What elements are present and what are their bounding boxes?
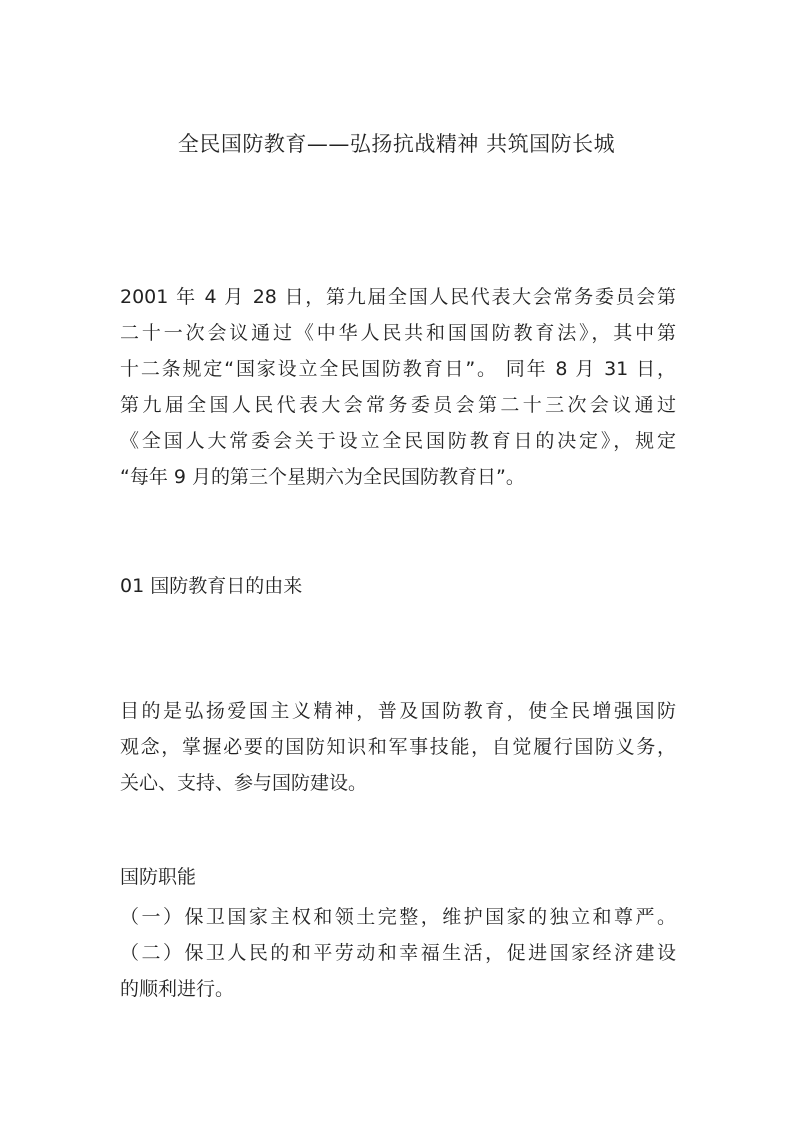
intro-line: 十二条规定“国家设立全民国防教育日”。 同年 8 月 31 日，: [120, 358, 676, 380]
function-item: （一）保卫国家主权和领土完整，维护国家的独立和尊严。: [120, 906, 676, 928]
intro-line: 2001 年 4 月 28 日，第九届全国人民代表大会常务委员会第: [120, 286, 676, 308]
section-heading: 01 国防教育日的由来: [120, 575, 303, 597]
purpose-line: 目的是弘扬爱国主义精神，普及国防教育，使全民增强国防: [120, 700, 676, 722]
function-item: （二）保卫人民的和平劳动和幸福生活，促进国家经济建设: [120, 942, 676, 964]
document-title: 全民国防教育——弘扬抗战精神 共筑国防长城: [177, 132, 616, 156]
purpose-line: 关心、支持、参与国防建设。: [120, 772, 368, 794]
functions-heading: 国防职能: [120, 866, 197, 888]
purpose-line: 观念，掌握必要的国防知识和军事技能，自觉履行国防义务，: [120, 736, 676, 758]
intro-line: 《全国人大常委会关于设立全民国防教育日的决定》，规定: [120, 430, 676, 452]
intro-line: 第九届全国人民代表大会常务委员会第二十三次会议通过: [120, 394, 676, 416]
intro-paragraph: [120, 279, 676, 495]
intro-line: “每年 9 月的第三个星期六为全民国防教育日”。: [120, 466, 525, 488]
functions-list: [120, 899, 676, 1007]
purpose-paragraph: [120, 693, 676, 801]
intro-line: 二十一次会议通过《中华人民共和国国防教育法》，其中第: [120, 322, 676, 344]
function-item: 的顺利进行。: [120, 978, 235, 1000]
